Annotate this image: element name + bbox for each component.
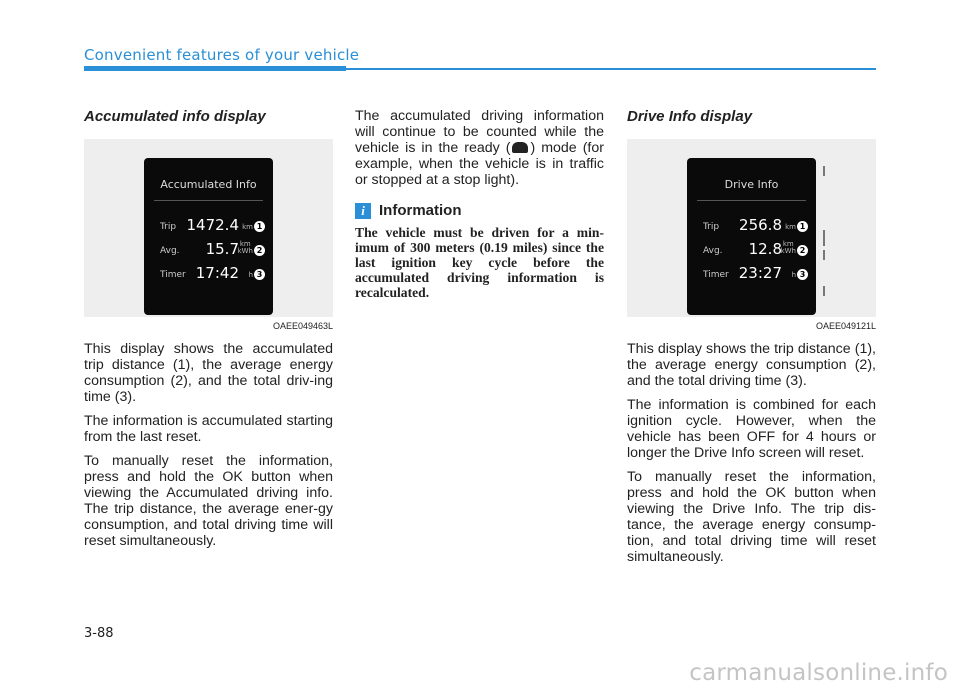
watermark: carmanualsonline.info xyxy=(689,660,948,686)
avg-unit-top: km xyxy=(239,240,251,248)
gauge-tick xyxy=(823,286,825,296)
timer-label: Timer xyxy=(160,270,186,280)
trip-label: Trip xyxy=(160,222,177,232)
avg-label: Avg. xyxy=(703,246,723,256)
accumulated-info-figure xyxy=(84,139,333,317)
section-header-title: Convenient features of your vehicle xyxy=(84,46,360,64)
avg-row xyxy=(160,238,263,258)
column-accumulated-info xyxy=(84,108,333,557)
trip-unit: km xyxy=(242,223,253,231)
callout-3-badge: 3 xyxy=(254,269,265,280)
column-middle xyxy=(355,108,604,300)
timer-value: 23:27 xyxy=(738,264,782,282)
trip-unit: km xyxy=(785,223,796,231)
trip-value: 256.8 xyxy=(739,216,782,234)
ready-car-icon xyxy=(512,142,528,153)
body-paragraph: The information is combined for each ignition cycle. However, when the vehicle has been OFF for 4 hours or longer the Drive Info screen will reset. xyxy=(627,397,876,461)
header-rule-thin xyxy=(346,68,876,70)
trip-row xyxy=(160,214,263,234)
avg-unit-bottom: kWh xyxy=(237,247,253,255)
callout-2-badge: 2 xyxy=(797,245,808,256)
callout-1-badge: 1 xyxy=(797,221,808,232)
drive-info-figure xyxy=(627,139,876,317)
avg-value: 12.8 xyxy=(748,240,782,258)
timer-unit: h xyxy=(248,271,253,279)
information-title: Information xyxy=(379,202,462,219)
ready-mode-text-after: ) mode (for example, when the vehicle is in traffic or stopped at a stop light). xyxy=(355,140,604,188)
screen-divider xyxy=(154,200,263,201)
information-note: The vehicle must be driven for a min-imum of 300 meters (0.19 miles) since the last ignition key cycle before the accumulated driving information is recalculated. xyxy=(355,225,604,300)
drive-info-heading: Drive Info display xyxy=(627,108,753,125)
accumulated-info-heading: Accumulated info display xyxy=(84,108,266,125)
avg-unit xyxy=(238,241,253,255)
body-paragraph: The information is accumulated starting from the last reset. xyxy=(84,413,333,445)
callout-1-badge: 1 xyxy=(254,221,265,232)
figure-code: OAEE049121L xyxy=(815,321,876,331)
body-paragraph: To manually reset the information, press and hold the OK button when viewing the Drive Info. The trip dis-tance, the average energy consump-tion, and total driving time will reset simultaneously. xyxy=(627,469,876,565)
avg-row xyxy=(703,238,806,258)
avg-value: 15.7 xyxy=(205,240,239,258)
gauge-tick xyxy=(823,250,825,260)
column-drive-info xyxy=(627,108,876,573)
gauge-tick xyxy=(823,230,825,246)
trip-label: Trip xyxy=(703,222,720,232)
gauge-scale xyxy=(823,166,826,306)
ready-mode-paragraph xyxy=(355,108,604,188)
info-icon: i xyxy=(355,203,371,219)
ready-mode-text-before: The accumulated driving information will continue to be counted while the vehicle is in the ready ( xyxy=(355,108,604,156)
header-rule-thick xyxy=(84,66,346,71)
cluster-screen xyxy=(687,158,816,315)
body-paragraph: This display shows the accumulated trip distance (1), the average energy consumption (2), and the total driv-ing time (3). xyxy=(84,341,333,405)
trip-row xyxy=(703,214,806,234)
body-paragraph: To manually reset the information, press and hold the OK button when viewing the Accumulated driving info. The trip distance, the average ener-gy consumption, and total driving time will reset simultaneously. xyxy=(84,453,333,549)
timer-row xyxy=(703,262,806,282)
trip-value: 1472.4 xyxy=(186,216,239,234)
information-header xyxy=(355,202,604,219)
avg-unit-bottom: kWh xyxy=(780,247,796,255)
timer-row xyxy=(160,262,263,282)
callout-3-badge: 3 xyxy=(797,269,808,280)
timer-unit: h xyxy=(791,271,796,279)
avg-unit-top: km xyxy=(782,240,794,248)
body-paragraph: This display shows the trip distance (1), the average energy consumption (2), and the total driving time (3). xyxy=(627,341,876,389)
gauge-tick xyxy=(823,166,825,176)
timer-label: Timer xyxy=(703,270,729,280)
cluster-screen xyxy=(144,158,273,315)
screen-divider xyxy=(697,200,806,201)
avg-unit xyxy=(781,241,796,255)
page-number: 3-88 xyxy=(84,626,114,641)
figure-code: OAEE049463L xyxy=(272,321,333,331)
screen-title: Drive Info xyxy=(724,178,779,191)
screen-title: Accumulated Info xyxy=(160,178,257,191)
callout-2-badge: 2 xyxy=(254,245,265,256)
avg-label: Avg. xyxy=(160,246,180,256)
timer-value: 17:42 xyxy=(195,264,239,282)
